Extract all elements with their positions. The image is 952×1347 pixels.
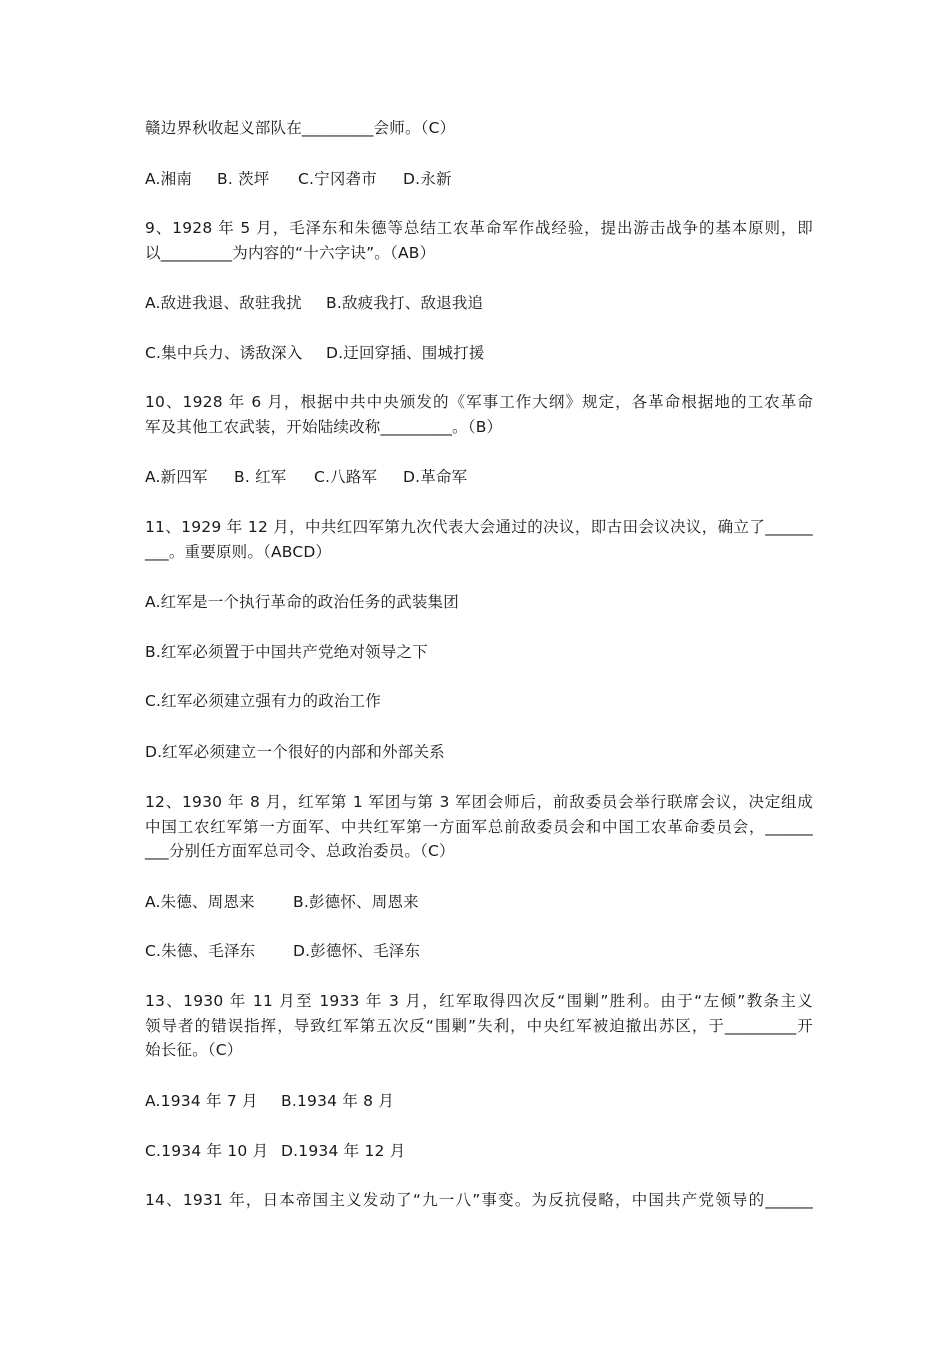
option-d: D.彭德怀、毛泽东 (293, 942, 421, 960)
question-9-options-ab (145, 291, 483, 315)
option-c: C.朱德、毛泽东 (145, 942, 256, 960)
question-9-options-cd (145, 341, 485, 365)
question-12-line-2: 中国工农红军第一方面军、中共红军第一方面军总前敌委员会和中国工农革命委员会，______ (145, 817, 813, 836)
option-c: C.1934 年 10 月 (145, 1142, 269, 1160)
option-c: C.宁冈砻市 (298, 170, 377, 188)
question-11-option-a: A.红军是一个执行革命的政治任务的武装集团 (145, 593, 459, 611)
question-10-options (145, 465, 467, 489)
question-12-line-3: ___分别任方面军总司令、总政治委员。（C） (145, 842, 455, 860)
question-11-option-d: D.红军必须建立一个很好的内部和外部关系 (145, 743, 445, 761)
question-13-options-ab (145, 1089, 394, 1113)
question-13-line-2: 领导者的错误指挥，导致红军第五次反“围剿”失利，中央红军被迫撤出苏区，于_________开 (145, 1016, 813, 1035)
question-14-line-1: 14、1931 年，日本帝国主义发动了“九一八”事变。为反抗侵略，中国共产党领导的______ (145, 1191, 813, 1209)
question-10-line-1: 10、1928 年 6 月，根据中共中央颁发的《军事工作大纲》规定，各革命根据地的工农革命 (145, 393, 813, 411)
option-a: A.1934 年 7 月 (145, 1092, 258, 1110)
option-c: C.八路军 (314, 468, 378, 486)
question-11 (145, 515, 813, 564)
option-a: A.敌进我退、敌驻我扰 (145, 294, 302, 312)
option-c: C.集中兵力、诱敌深入 (145, 344, 303, 362)
option-d: D.革命军 (403, 468, 468, 486)
question-8-options (145, 167, 452, 191)
option-a: A.新四军 (145, 468, 208, 486)
question-8-continuation: 赣边界秋收起义部队在_________会师。（C） (145, 119, 456, 137)
option-d: D.迂回穿插、围城打援 (326, 344, 485, 362)
question-9-line-1: 9、1928 年 5 月，毛泽东和朱德等总结工农革命军作战经验，提出游击战争的基本原则，即 (145, 219, 813, 237)
question-13-line-3: 始长征。（C） (145, 1041, 243, 1059)
option-d: D.1934 年 12 月 (281, 1142, 406, 1160)
question-11-option-c: C.红军必须建立强有力的政治工作 (145, 692, 381, 710)
question-9 (145, 216, 813, 265)
option-b: B. 红军 (234, 468, 287, 486)
option-b: B. 茨坪 (217, 170, 270, 188)
question-9-line-2: 以_________为内容的“十六字诀”。（AB） (145, 243, 436, 262)
question-12-options-cd (145, 939, 420, 963)
question-13-line-1: 13、1930 年 11 月至 1933 年 3 月，红军取得四次反“围剿”胜利。由于“左倾”教条主义 (145, 992, 813, 1010)
option-a: A.朱德、周恩来 (145, 893, 255, 911)
option-b: B.1934 年 8 月 (281, 1092, 395, 1110)
question-12-line-1: 12、1930 年 8 月，红军第 1 军团与第 3 军团会师后，前敌委员会举行联席会议，决定组成 (145, 793, 813, 811)
option-b: B.敌疲我打、敌退我追 (326, 294, 484, 312)
question-11-line-1: 11、1929 年 12 月，中共红四军第九次代表大会通过的决议，即古田会议决议，确立了______ (145, 518, 813, 536)
question-13 (145, 989, 813, 1063)
option-a: A.湘南 (145, 170, 193, 188)
question-13-options-cd (145, 1139, 405, 1163)
question-12 (145, 790, 813, 864)
option-d: D.永新 (403, 170, 452, 188)
question-11-option-b: B.红军必须置于中国共产党绝对领导之下 (145, 643, 428, 661)
option-b: B.彭德怀、周恩来 (293, 893, 419, 911)
question-14 (145, 1188, 813, 1213)
question-10-line-2: 军及其他工农武装，开始陆续改称_________。（B） (145, 417, 503, 436)
question-11-line-2: ___。重要原则。（ABCD） (145, 542, 332, 561)
question-12-options-ab (145, 890, 419, 914)
question-10 (145, 390, 813, 439)
